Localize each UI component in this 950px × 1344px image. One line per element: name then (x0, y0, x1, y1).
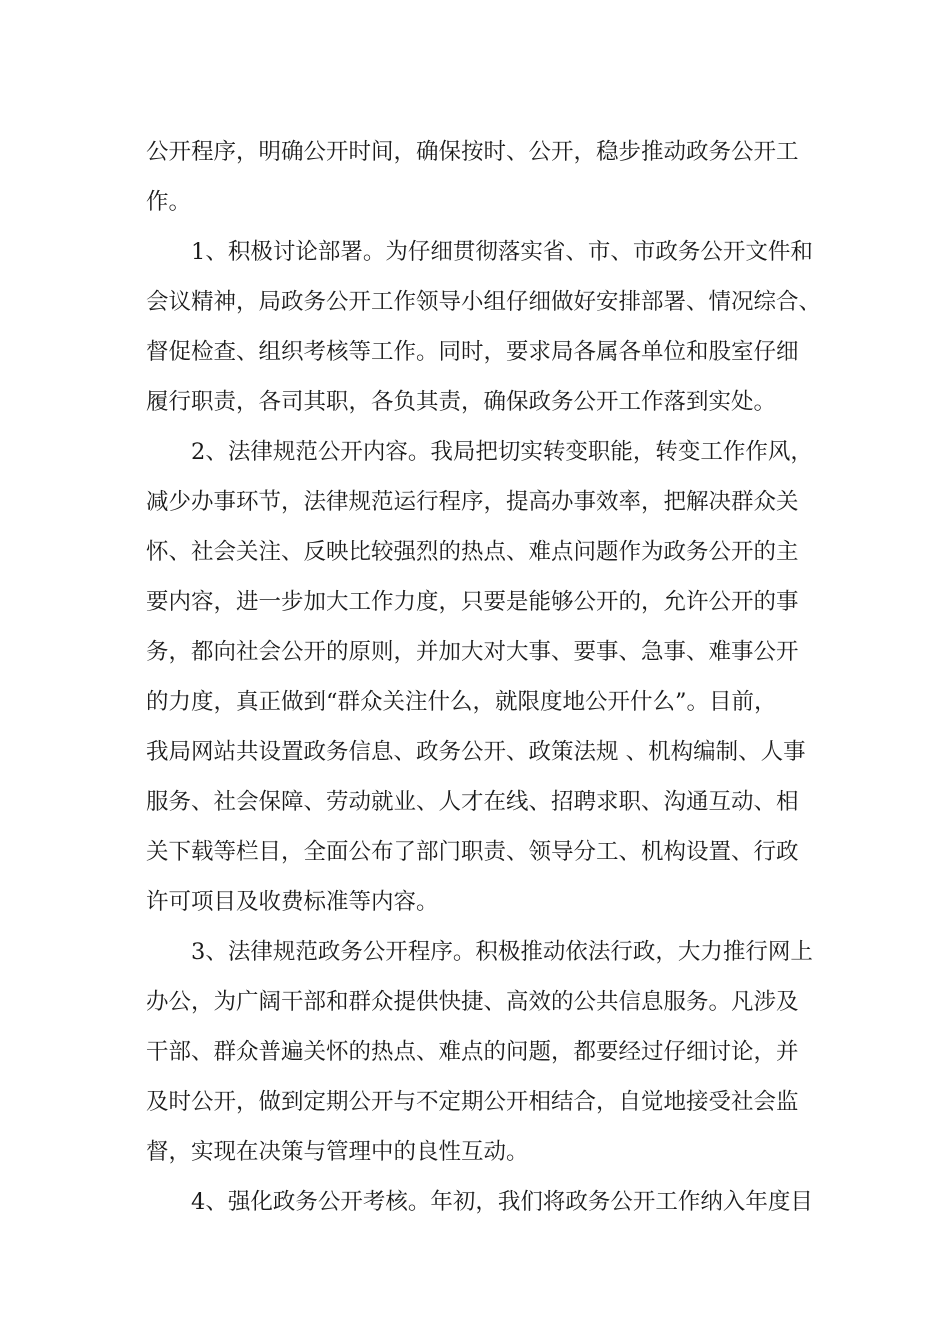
text-line: 会议精神，局政务公开工作领导小组仔细做好安排部署、情况综合、 (146, 289, 822, 315)
paragraph-start-line: 2、法律规范公开内容。我局把切实转变职能，转变工作作风， (191, 439, 813, 465)
text-line: 履行职责，各司其职，各负其责，确保政务公开工作落到实处。 (146, 389, 777, 415)
text-line: 许可项目及收费标准等内容。 (146, 889, 439, 915)
text-line: 减少办事环节，法律规范运行程序，提高办事效率，把解决群众关 (146, 489, 799, 515)
text-line: 我局网站共设置政务信息、政务公开、政策法规 、机构编制、人事 (146, 739, 806, 765)
text-line: 关下载等栏目，全面公布了部门职责、领导分工、机构设置、行政 (146, 839, 799, 865)
text-line: 及时公开，做到定期公开与不定期公开相结合，自觉地接受社会监 (146, 1089, 799, 1115)
document-body (146, 127, 826, 1227)
paragraph-start-line: 4、强化政务公开考核。年初，我们将政务公开工作纳入年度目 (191, 1189, 813, 1215)
text-line: 要内容，进一步加大工作力度，只要是能够公开的，允许公开的事 (146, 589, 799, 615)
text-line: 干部、群众普遍关怀的热点、难点的问题，都要经过仔细讨论，并 (146, 1039, 799, 1065)
text-line: 作。 (146, 189, 192, 215)
text-line: 务，都向社会公开的原则，并加大对大事、要事、急事、难事公开 (146, 639, 799, 665)
text-line: 服务、社会保障、劳动就业、人才在线、招聘求职、沟通互动、相 (146, 789, 799, 815)
paragraph-start-line: 3、法律规范政务公开程序。积极推动依法行政，大力推行网上 (191, 939, 813, 965)
text-line: 办公，为广阔干部和群众提供快捷、高效的公共信息服务。凡涉及 (146, 989, 799, 1015)
paragraph-start-line: 1、积极讨论部署。为仔细贯彻落实省、市、市政务公开文件和 (191, 239, 813, 265)
text-line: 公开程序，明确公开时间，确保按时、公开，稳步推动政务公开工 (146, 139, 799, 165)
text-line: 怀、社会关注、反映比较强烈的热点、难点问题作为政务公开的主 (146, 539, 799, 565)
text-line: 的力度，真正做到“群众关注什么，就限度地公开什么”。目前， (146, 689, 777, 715)
text-line: 督，实现在决策与管理中的良性互动。 (146, 1139, 529, 1165)
text-line: 督促检查、组织考核等工作。同时，要求局各属各单位和股室仔细 (146, 339, 799, 365)
